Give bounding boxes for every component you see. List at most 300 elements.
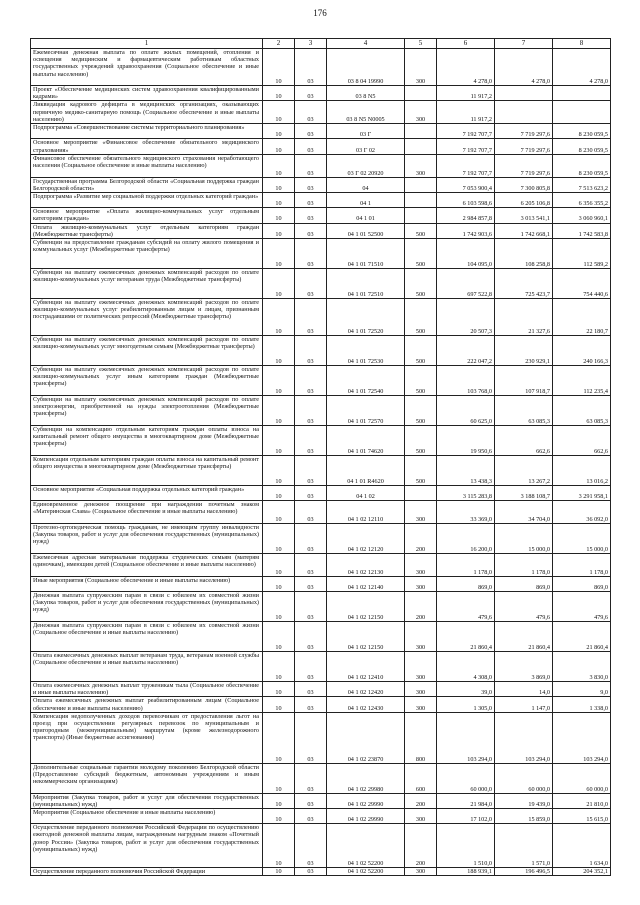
target-article-cell: 04 1 02 52200 [327,824,405,868]
amount-year2-cell: 63 085,3 [495,396,553,426]
expense-type-cell [405,124,437,139]
expense-type-cell: 500 [405,269,437,299]
row-name-cell: Осуществление переданного полномочия Российской Федерации по осуществлению ежегодной денежной выплаты лицам, награжденным нагрудным знаком «Почетный донор России» (Закупка товаров, работ и услуг для обеспечения государственных (муниципальных) нужд) [31,824,263,868]
target-article-cell: 03 Г 02 [327,139,405,154]
amount-year1-cell: 7 192 707,7 [437,124,495,139]
section-code-cell: 10 [263,577,295,592]
table-row [31,193,611,208]
amount-year2-cell: 108 258,8 [495,239,553,269]
section-code-cell: 10 [263,592,295,622]
column-header: 5 [405,39,437,49]
amount-year3-cell: 15 615,0 [553,809,611,824]
amount-year3-cell: 9,0 [553,682,611,697]
table-row [31,554,611,577]
section-code-cell: 10 [263,456,295,486]
expense-type-cell: 500 [405,456,437,486]
section-code-cell: 10 [263,763,295,793]
amount-year1-cell: 7 053 900,4 [437,177,495,192]
target-article-cell: 04 1 02 52200 [327,868,405,876]
expense-type-cell [405,177,437,192]
table-row [31,712,611,763]
expense-type-cell: 300 [405,577,437,592]
amount-year2-cell: 7 719 297,6 [495,154,553,177]
subsection-code-cell: 03 [295,763,327,793]
amount-year3-cell: 7 513 623,2 [553,177,611,192]
row-name-cell: Субвенции на выплату ежемесячных денежных компенсаций расходов по оплате жилищно-коммунальных услуг реабилитированным лицам и лицам, признанным пострадавшими от политических репрессий (Межбюджетные трансферты) [31,299,263,336]
table-row [31,524,611,554]
subsection-code-cell: 03 [295,239,327,269]
amount-year3-cell: 662,6 [553,426,611,456]
subsection-code-cell: 03 [295,456,327,486]
amount-year3-cell: 60 000,0 [553,763,611,793]
amount-year1-cell: 1 742 903,6 [437,223,495,238]
expense-type-cell: 300 [405,154,437,177]
amount-year3-cell: 1 338,0 [553,697,611,712]
table-row [31,809,611,824]
expense-type-cell: 500 [405,336,437,366]
amount-year1-cell: 33 369,0 [437,501,495,524]
row-name-cell: Осуществление переданного полномочия Российской Федерации [31,868,263,876]
section-code-cell: 10 [263,426,295,456]
row-name-cell: Иные мероприятия (Социальное обеспечение и иные выплаты населению) [31,577,263,592]
subsection-code-cell: 03 [295,139,327,154]
table-row [31,336,611,366]
amount-year1-cell: 104 095,0 [437,239,495,269]
amount-year2-cell: 6 205 106,8 [495,193,553,208]
amount-year3-cell: 103 294,0 [553,712,611,763]
amount-year3-cell: 1 178,0 [553,554,611,577]
table-row [31,49,611,86]
amount-year3-cell: 15 000,0 [553,524,611,554]
column-header: 6 [437,39,495,49]
column-header: 7 [495,39,553,49]
target-article-cell: 04 1 01 72520 [327,299,405,336]
subsection-code-cell: 03 [295,269,327,299]
target-article-cell: 04 1 [327,193,405,208]
amount-year1-cell: 60 000,0 [437,763,495,793]
row-name-cell: Мероприятия (Социальное обеспечение и иные выплаты населению) [31,809,263,824]
section-code-cell: 10 [263,868,295,876]
amount-year2-cell: 4 278,0 [495,49,553,86]
amount-year2-cell: 34 704,0 [495,501,553,524]
expense-type-cell: 500 [405,426,437,456]
table-row [31,652,611,682]
subsection-code-cell: 03 [295,336,327,366]
target-article-cell: 04 1 02 29990 [327,793,405,808]
expense-type-cell: 300 [405,501,437,524]
expense-type-cell: 200 [405,793,437,808]
amount-year3-cell: 36 092,0 [553,501,611,524]
amount-year1-cell: 103 294,0 [437,712,495,763]
column-header: 4 [327,39,405,49]
expense-type-cell: 200 [405,824,437,868]
table-row [31,868,611,876]
column-header: 8 [553,39,611,49]
amount-year3-cell: 754 440,6 [553,269,611,299]
row-name-cell: Оплата ежемесячных денежных выплат ветеранам труда, ветеранам военной службы (Социальное обеспечение и иные выплаты населению) [31,652,263,682]
target-article-cell: 03 8 N5 [327,86,405,101]
expense-type-cell: 200 [405,592,437,622]
subsection-code-cell: 03 [295,592,327,622]
target-article-cell: 04 1 01 72540 [327,366,405,396]
amount-year1-cell: 21 984,0 [437,793,495,808]
amount-year1-cell: 2 984 857,8 [437,208,495,223]
expense-type-cell: 500 [405,239,437,269]
target-article-cell: 04 1 01 52500 [327,223,405,238]
amount-year2-cell: 230 929,1 [495,336,553,366]
row-name-cell: Финансовое обеспечение обязательного медицинского страхования неработающего населения (Социальное обеспечение и иные выплаты населению) [31,154,263,177]
section-code-cell: 10 [263,239,295,269]
amount-year2-cell [495,101,553,124]
target-article-cell: 04 1 02 12150 [327,622,405,652]
amount-year3-cell: 1 742 583,8 [553,223,611,238]
table-body [31,49,611,876]
amount-year3-cell: 8 230 059,5 [553,124,611,139]
target-article-cell: 04 1 02 12430 [327,697,405,712]
row-name-cell: Основное мероприятие «Социальная поддержка отдельных категорий граждан» [31,486,263,501]
amount-year3-cell: 204 352,1 [553,868,611,876]
row-name-cell: Компенсация недополученных доходов перевозчикам от предоставления льгот на проезд при осуществлении регулярных перевозок по муниципальным и пригородным (межмуниципальным) маршрутам (кроме железнодорожного транспорта) (Иные бюджетные ассигнования) [31,712,263,763]
target-article-cell: 03 8 04 19990 [327,49,405,86]
amount-year2-cell: 107 918,7 [495,366,553,396]
amount-year1-cell: 13 438,3 [437,456,495,486]
subsection-code-cell: 03 [295,486,327,501]
section-code-cell: 10 [263,524,295,554]
subsection-code-cell: 03 [295,524,327,554]
target-article-cell: 04 1 02 29990 [327,809,405,824]
table-row [31,366,611,396]
table-row [31,697,611,712]
table-row [31,486,611,501]
column-header: 3 [295,39,327,49]
amount-year1-cell: 1 305,0 [437,697,495,712]
amount-year3-cell: 8 230 059,5 [553,154,611,177]
amount-year3-cell: 4 278,0 [553,49,611,86]
expense-type-cell [405,486,437,501]
amount-year2-cell: 3 013 541,1 [495,208,553,223]
row-name-cell: Субвенции на выплату ежемесячных денежных компенсаций расходов по оплате жилищно-коммунальных услуг ветеранам труда (Межбюджетные трансферты) [31,269,263,299]
amount-year1-cell: 1 510,0 [437,824,495,868]
subsection-code-cell: 03 [295,101,327,124]
row-name-cell: Ликвидация кадрового дефицита в медицинских организациях, оказывающих первичную медико-санитарную помощь (Социальное обеспечение и иные выплаты населению) [31,101,263,124]
amount-year2-cell: 1 571,0 [495,824,553,868]
section-code-cell: 10 [263,154,295,177]
subsection-code-cell: 03 [295,712,327,763]
row-name-cell: Субвенции на компенсацию отдельным категориям граждан оплаты взноса на капитальный ремонт общего имущества в многоквартирном доме (Межбюджетные трансферты) [31,426,263,456]
expense-type-cell: 500 [405,366,437,396]
amount-year2-cell: 869,0 [495,577,553,592]
amount-year1-cell: 19 950,6 [437,426,495,456]
subsection-code-cell: 03 [295,154,327,177]
section-code-cell: 10 [263,299,295,336]
row-name-cell: Денежная выплата супружеским парам в связи с юбилеем их совместной жизни (Закупка товаров, работ и услуг для обеспечения государственных (муниципальных) нужд) [31,592,263,622]
amount-year1-cell: 3 115 283,8 [437,486,495,501]
target-article-cell: 04 1 01 [327,208,405,223]
row-name-cell: Компенсация отдельным категориям граждан оплаты взноса на капитальный ремонт общего имущества в многоквартирном доме (Межбюджетные трансферты) [31,456,263,486]
amount-year3-cell: 13 016,2 [553,456,611,486]
expense-type-cell: 300 [405,868,437,876]
row-name-cell: Ежемесячная адресная материальная поддержка студенческих семьям (матерям одиночкам), имеющим детей (Социальное обеспечение и иные выплаты населению) [31,554,263,577]
amount-year2-cell: 1 178,0 [495,554,553,577]
amount-year2-cell: 1 147,0 [495,697,553,712]
amount-year2-cell [495,86,553,101]
amount-year3-cell [553,86,611,101]
amount-year3-cell: 112 235,4 [553,366,611,396]
amount-year3-cell: 22 180,7 [553,299,611,336]
table-row [31,622,611,652]
target-article-cell: 04 1 02 [327,486,405,501]
subsection-code-cell: 03 [295,577,327,592]
amount-year2-cell: 21 327,6 [495,299,553,336]
amount-year2-cell: 13 267,2 [495,456,553,486]
expense-type-cell: 300 [405,554,437,577]
amount-year1-cell: 7 192 707,7 [437,154,495,177]
expense-type-cell [405,193,437,208]
subsection-code-cell: 03 [295,809,327,824]
amount-year2-cell: 725 423,7 [495,269,553,299]
amount-year3-cell: 1 634,0 [553,824,611,868]
row-name-cell: Субвенции на предоставление гражданам субсидий на оплату жилого помещения и коммунальных услуг (Межбюджетные трансферты) [31,239,263,269]
amount-year2-cell: 3 869,0 [495,652,553,682]
table-row [31,592,611,622]
amount-year1-cell: 39,0 [437,682,495,697]
subsection-code-cell: 03 [295,501,327,524]
expense-type-cell: 500 [405,396,437,426]
section-code-cell: 10 [263,139,295,154]
amount-year1-cell: 60 625,0 [437,396,495,426]
target-article-cell: 04 1 01 72510 [327,269,405,299]
target-article-cell: 04 1 02 12130 [327,554,405,577]
target-article-cell: 03 8 N5 N0005 [327,101,405,124]
section-code-cell: 10 [263,101,295,124]
table-row [31,682,611,697]
amount-year3-cell: 8 230 059,5 [553,139,611,154]
expense-type-cell: 500 [405,299,437,336]
table-row [31,124,611,139]
amount-year1-cell: 21 860,4 [437,622,495,652]
section-code-cell: 10 [263,697,295,712]
table-row [31,456,611,486]
subsection-code-cell: 03 [295,824,327,868]
row-name-cell: Подпрограмма «Развитие мер социальной поддержки отдельных категорий граждан» [31,193,263,208]
expense-type-cell [405,86,437,101]
subsection-code-cell: 03 [295,697,327,712]
table-row [31,139,611,154]
expense-type-cell: 300 [405,809,437,824]
subsection-code-cell: 03 [295,426,327,456]
target-article-cell: 04 1 02 23870 [327,712,405,763]
row-name-cell: Основное мероприятие «Финансовое обеспечение обязательного медицинского страхования» [31,139,263,154]
target-article-cell: 04 1 01 71510 [327,239,405,269]
amount-year2-cell: 15 000,0 [495,524,553,554]
table-row [31,299,611,336]
expense-type-cell: 300 [405,49,437,86]
amount-year1-cell: 188 939,1 [437,868,495,876]
amount-year2-cell: 7 300 805,8 [495,177,553,192]
section-code-cell: 10 [263,652,295,682]
row-name-cell: Проект «Обеспечение медицинских систем здравоохранения квалифицированными кадрами» [31,86,263,101]
target-article-cell: 04 1 02 12150 [327,592,405,622]
amount-year1-cell: 7 192 707,7 [437,139,495,154]
section-code-cell: 10 [263,712,295,763]
row-name-cell: Протезно-ортопедическая помощь гражданам, не имеющим группу инвалидности (Закупка товаров, работ и услуг для обеспечения государственных (муниципальных) нужд) [31,524,263,554]
amount-year1-cell: 4 278,0 [437,49,495,86]
subsection-code-cell: 03 [295,193,327,208]
table-header-row [31,39,611,49]
section-code-cell: 10 [263,193,295,208]
expense-type-cell: 300 [405,682,437,697]
target-article-cell: 04 1 02 12410 [327,652,405,682]
amount-year1-cell: 103 768,0 [437,366,495,396]
subsection-code-cell: 03 [295,868,327,876]
section-code-cell: 10 [263,824,295,868]
section-code-cell: 10 [263,554,295,577]
expense-type-cell: 300 [405,101,437,124]
table-row [31,223,611,238]
amount-year2-cell: 19 439,0 [495,793,553,808]
table-row [31,239,611,269]
expense-type-cell [405,139,437,154]
subsection-code-cell: 03 [295,208,327,223]
target-article-cell: 04 1 01 72530 [327,336,405,366]
target-article-cell: 04 1 01 74620 [327,426,405,456]
section-code-cell: 10 [263,809,295,824]
table-row [31,426,611,456]
amount-year1-cell: 11 917,2 [437,86,495,101]
amount-year1-cell: 6 103 598,6 [437,193,495,208]
table-row [31,577,611,592]
amount-year1-cell: 479,6 [437,592,495,622]
subsection-code-cell: 03 [295,793,327,808]
row-name-cell: Оплата жилищно-коммунальных услуг отдельным категориям граждан (Межбюджетные трансферты) [31,223,263,238]
amount-year3-cell: 3 830,0 [553,652,611,682]
expense-type-cell: 300 [405,697,437,712]
amount-year3-cell: 6 356 355,2 [553,193,611,208]
subsection-code-cell: 03 [295,366,327,396]
amount-year2-cell: 103 294,0 [495,712,553,763]
amount-year2-cell: 479,6 [495,592,553,622]
row-name-cell: Субвенции на выплату ежемесячных денежных компенсаций расходов по оплате жилищно-коммунальных услуг многодетным семьям (Межбюджетные трансферты) [31,336,263,366]
section-code-cell: 10 [263,208,295,223]
subsection-code-cell: 03 [295,86,327,101]
expense-type-cell: 300 [405,622,437,652]
table-row [31,396,611,426]
table-row [31,793,611,808]
subsection-code-cell: 03 [295,299,327,336]
amount-year1-cell: 222 047,2 [437,336,495,366]
amount-year3-cell: 3 291 958,1 [553,486,611,501]
row-name-cell: Мероприятия (Закупка товаров, работ и услуг для обеспечения государственных (муниципальных) нужд) [31,793,263,808]
subsection-code-cell: 03 [295,223,327,238]
table-row [31,269,611,299]
target-article-cell: 04 1 02 29980 [327,763,405,793]
amount-year3-cell [553,101,611,124]
amount-year1-cell: 697 522,8 [437,269,495,299]
target-article-cell: 04 1 02 12420 [327,682,405,697]
amount-year2-cell: 7 719 297,6 [495,124,553,139]
section-code-cell: 10 [263,124,295,139]
expense-type-cell [405,208,437,223]
expense-type-cell: 500 [405,223,437,238]
amount-year2-cell: 7 719 297,6 [495,139,553,154]
row-name-cell: Субвенции на выплату ежемесячных денежных компенсаций расходов по оплате электроэнергии, приобретенной на нужды электроотопления (Межбюджетные трансферты) [31,396,263,426]
subsection-code-cell: 03 [295,124,327,139]
expense-type-cell: 300 [405,652,437,682]
amount-year1-cell: 1 178,0 [437,554,495,577]
amount-year3-cell: 479,6 [553,592,611,622]
amount-year3-cell: 112 589,2 [553,239,611,269]
table-row [31,824,611,868]
table-row [31,763,611,793]
table-row [31,86,611,101]
target-article-cell: 04 1 01 R4620 [327,456,405,486]
column-header: 1 [31,39,263,49]
expense-type-cell: 200 [405,524,437,554]
amount-year2-cell: 14,0 [495,682,553,697]
row-name-cell: Оплата ежемесячных денежных выплат реабилитированным лицам (Социальное обеспечение и иные выплаты населению) [31,697,263,712]
amount-year1-cell: 869,0 [437,577,495,592]
amount-year3-cell: 21 860,4 [553,622,611,652]
subsection-code-cell: 03 [295,652,327,682]
table-row [31,208,611,223]
table-row [31,154,611,177]
amount-year2-cell: 3 188 108,7 [495,486,553,501]
section-code-cell: 10 [263,501,295,524]
amount-year1-cell: 17 102,0 [437,809,495,824]
target-article-cell: 03 Г 02 20920 [327,154,405,177]
target-article-cell: 04 1 01 72570 [327,396,405,426]
row-name-cell: Подпрограмма «Совершенствование системы территориального планирования» [31,124,263,139]
amount-year1-cell: 11 917,2 [437,101,495,124]
amount-year1-cell: 20 507,3 [437,299,495,336]
table-row [31,177,611,192]
section-code-cell: 10 [263,86,295,101]
target-article-cell: 04 [327,177,405,192]
amount-year1-cell: 16 200,0 [437,524,495,554]
amount-year2-cell: 60 000,0 [495,763,553,793]
amount-year3-cell: 21 810,0 [553,793,611,808]
amount-year2-cell: 21 860,4 [495,622,553,652]
amount-year1-cell: 4 308,0 [437,652,495,682]
page-number: 176 [313,8,327,18]
section-code-cell: 10 [263,366,295,396]
amount-year2-cell: 1 742 668,1 [495,223,553,238]
row-name-cell: Дополнительные социальные гарантии молодому поколению Белгородской области (Предоставление субсидий бюджетным, автономным учреждениям и иным некоммерческим организациям) [31,763,263,793]
section-code-cell: 10 [263,223,295,238]
section-code-cell: 10 [263,793,295,808]
subsection-code-cell: 03 [295,554,327,577]
column-header: 2 [263,39,295,49]
row-name-cell: Единовременное денежное поощрение при награждении почетным знаком «Материнская Слава» (Социальное обеспечение и иные выплаты населению) [31,501,263,524]
section-code-cell: 10 [263,177,295,192]
row-name-cell: Государственная программа Белгородской области «Социальная поддержка граждан Белгородской области» [31,177,263,192]
amount-year2-cell: 196 496,5 [495,868,553,876]
section-code-cell: 10 [263,49,295,86]
amount-year3-cell: 3 060 960,1 [553,208,611,223]
row-name-cell: Денежная выплата супружеским парам в связи с юбилеем их совместной жизни (Социальное обеспечение и иные выплаты населению) [31,622,263,652]
target-article-cell: 04 1 02 12120 [327,524,405,554]
section-code-cell: 10 [263,622,295,652]
subsection-code-cell: 03 [295,682,327,697]
subsection-code-cell: 03 [295,177,327,192]
subsection-code-cell: 03 [295,622,327,652]
budget-table [30,38,611,876]
target-article-cell: 03 Г [327,124,405,139]
section-code-cell: 10 [263,486,295,501]
amount-year2-cell: 662,6 [495,426,553,456]
target-article-cell: 04 1 02 12110 [327,501,405,524]
expense-type-cell: 600 [405,763,437,793]
